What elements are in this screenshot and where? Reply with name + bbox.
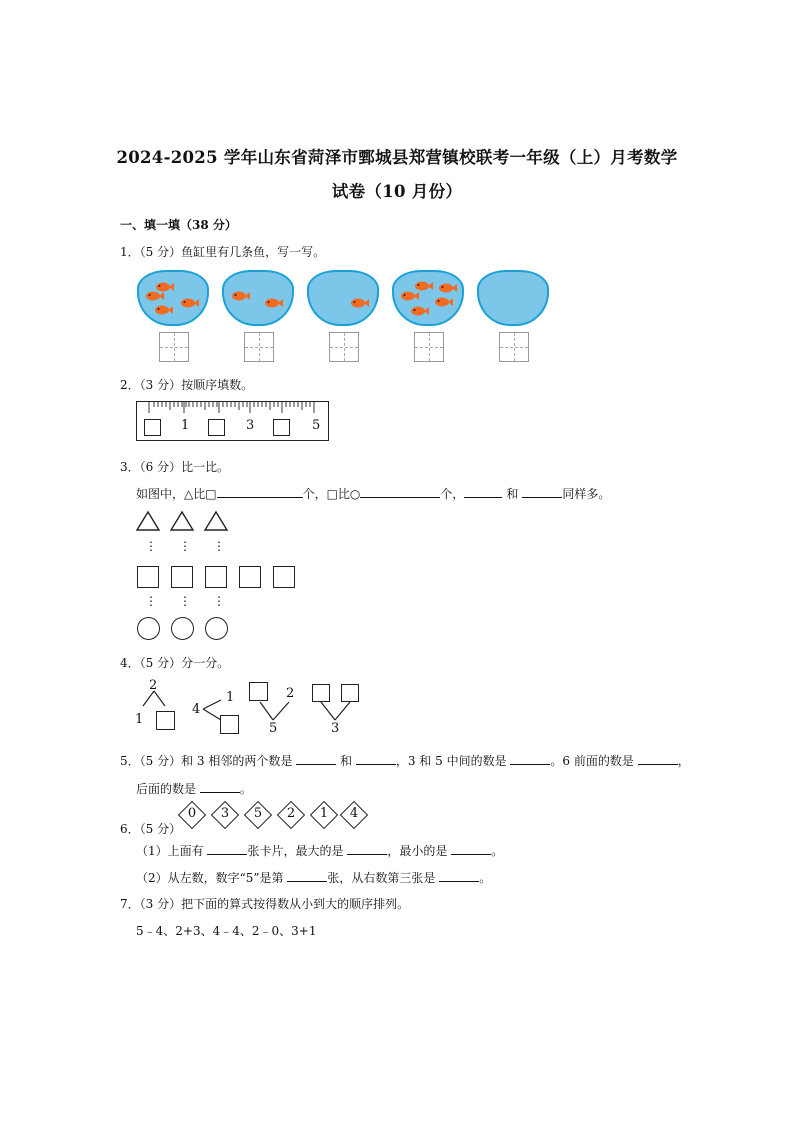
dots-icon: ⋮ — [179, 539, 191, 553]
circle-icon — [137, 617, 160, 640]
dots-icon: ⋮ — [145, 594, 157, 608]
card-number: 3 — [220, 806, 230, 821]
question-1: 1．（5 分）鱼缸里有几条鱼，写一写。 — [120, 245, 326, 259]
q6-2-blank-2[interactable] — [439, 869, 479, 882]
fish-icon — [155, 306, 173, 315]
square-icon — [239, 566, 261, 588]
card-number: 4 — [349, 806, 359, 821]
dots-icon: ⋮ — [213, 539, 225, 553]
question-7: 7．（3 分）把下面的算式按得数从小到大的顺序排列。 — [120, 897, 410, 911]
fish-icon — [181, 299, 199, 308]
q6-1-text-2: 张卡片，最大的是 — [247, 844, 344, 858]
page-title: 2024-2025 学年山东省菏泽市鄄城县郑营镇校联考一年级（上）月考数学 — [116, 148, 678, 167]
fish-icon — [265, 299, 283, 308]
fish-icon — [401, 292, 419, 301]
page-title-line2: 试卷（10 月份） — [331, 182, 463, 201]
q3-blank-1[interactable] — [217, 485, 303, 498]
triangle-icon — [205, 512, 227, 530]
q6-1-blank-3[interactable] — [451, 842, 491, 855]
fish-icon — [156, 283, 174, 292]
q3-text-4: 和 — [506, 487, 519, 501]
split-2-answer-box[interactable] — [220, 715, 239, 734]
card-number: 2 — [286, 806, 296, 821]
split-1-left-number: 1 — [135, 712, 144, 727]
answer-grid-3[interactable] — [329, 332, 359, 362]
q6-2-blank-1[interactable] — [287, 869, 327, 882]
ruler — [136, 401, 329, 441]
fish-layer — [0, 0, 794, 400]
q6-1-text-4: 。 — [491, 844, 504, 858]
ruler-number-5: 5 — [312, 418, 321, 433]
q5-blank-4[interactable] — [638, 752, 678, 765]
q3-text-1: 如图中，△比□ — [136, 487, 217, 501]
square-icon — [273, 566, 295, 588]
dots-icon: ⋮ — [145, 539, 157, 553]
fish-icon — [439, 284, 457, 293]
circle-icon — [171, 617, 194, 640]
triangle-icon — [137, 512, 159, 530]
ruler-answer-box-3[interactable] — [273, 419, 290, 436]
fish-icon — [435, 298, 453, 307]
triangle-icon — [171, 512, 193, 530]
q3-text-5: 同样多。 — [562, 487, 611, 501]
question-6-part-2 — [136, 869, 491, 886]
square-icon — [205, 566, 227, 588]
split-2-top-number: 1 — [226, 690, 235, 705]
q5-blank-3[interactable] — [510, 752, 550, 765]
question-5-line-2 — [136, 780, 252, 797]
square-icon — [137, 566, 159, 588]
split-1-lines — [140, 690, 170, 710]
split-1-top-number: 2 — [149, 678, 158, 693]
split-4-left-box[interactable] — [312, 684, 330, 702]
split-4-bottom-number: 3 — [331, 721, 340, 736]
triangle-row — [136, 510, 236, 532]
q3-text-3: 个， — [440, 487, 465, 501]
question-2: 2．（3 分）按顺序填数。 — [120, 378, 254, 392]
q6-1-blank-2[interactable] — [347, 842, 387, 855]
answer-grid-2[interactable] — [244, 332, 274, 362]
card-number: 5 — [253, 806, 263, 821]
question-6: 6．（5 分） — [120, 822, 182, 836]
split-1-answer-box[interactable] — [156, 711, 175, 730]
q3-blank-2[interactable] — [360, 485, 440, 498]
answer-grid-4[interactable] — [414, 332, 444, 362]
answer-grid-5[interactable] — [499, 332, 529, 362]
split-4-lines — [318, 701, 354, 723]
q6-2-text-1: （2）从左数，数字“5”是第 — [136, 871, 284, 885]
answer-grid-1[interactable] — [159, 332, 189, 362]
q5-text-2: 和 — [340, 754, 353, 768]
q5-text-1: 5．（5 分）和 3 相邻的两个数是 — [120, 754, 293, 768]
q3-blank-4[interactable] — [522, 485, 562, 498]
fish-icon — [411, 307, 429, 316]
split-2-left-number: 4 — [192, 702, 201, 717]
q6-2-text-3: 。 — [479, 871, 492, 885]
dots-icon: ⋮ — [179, 594, 191, 608]
fish-icon — [351, 299, 369, 308]
split-3-bottom-number: 5 — [269, 721, 278, 736]
q6-1-blank-1[interactable] — [207, 842, 247, 855]
circle-icon — [205, 617, 228, 640]
split-3-answer-box[interactable] — [249, 682, 268, 701]
dots-icon: ⋮ — [213, 594, 225, 608]
q6-2-text-2: 张，从右数第三张是 — [327, 871, 436, 885]
ruler-number-1: 1 — [181, 418, 190, 433]
ruler-answer-box-1[interactable] — [144, 419, 161, 436]
card-number: 0 — [187, 806, 197, 821]
ruler-ticks — [137, 402, 327, 416]
section-heading: 一、填一填（38 分） — [120, 218, 237, 232]
fish-icon — [232, 292, 250, 301]
ruler-answer-box-2[interactable] — [208, 419, 225, 436]
card-number: 1 — [319, 806, 329, 821]
q5-text-4: 。6 前面的数是 — [550, 754, 634, 768]
question-4: 4．（5 分）分一分。 — [120, 656, 230, 670]
q6-1-text-1: （1）上面有 — [136, 844, 204, 858]
q5-text-5: ， — [677, 754, 690, 768]
q3-text-2: 个，□比○ — [302, 487, 361, 501]
fish-icon — [146, 292, 164, 301]
ruler-number-3: 3 — [246, 418, 255, 433]
question-3-prompt — [136, 485, 610, 502]
q5-text-3: ，3 和 5 中间的数是 — [395, 754, 507, 768]
q5-blank-5[interactable] — [200, 780, 240, 793]
question-5 — [120, 752, 690, 769]
q5-blank-2[interactable] — [356, 752, 396, 765]
q6-1-text-3: ，最小的是 — [387, 844, 448, 858]
split-3-right-number: 2 — [286, 686, 295, 701]
q3-blank-3[interactable] — [464, 485, 502, 498]
split-4-right-box[interactable] — [341, 684, 359, 702]
question-6-part-1 — [136, 842, 503, 859]
fish-icon — [415, 282, 433, 291]
question-7-expressions: 5﹣4、2+3、4﹣4、2﹣0、3+1 — [136, 924, 317, 938]
q5-blank-1[interactable] — [296, 752, 336, 765]
question-3: 3．（6 分）比一比。 — [120, 460, 230, 474]
q5-text-6: 后面的数是 — [136, 782, 197, 796]
square-icon — [171, 566, 193, 588]
q5-text-7: 。 — [239, 782, 252, 796]
